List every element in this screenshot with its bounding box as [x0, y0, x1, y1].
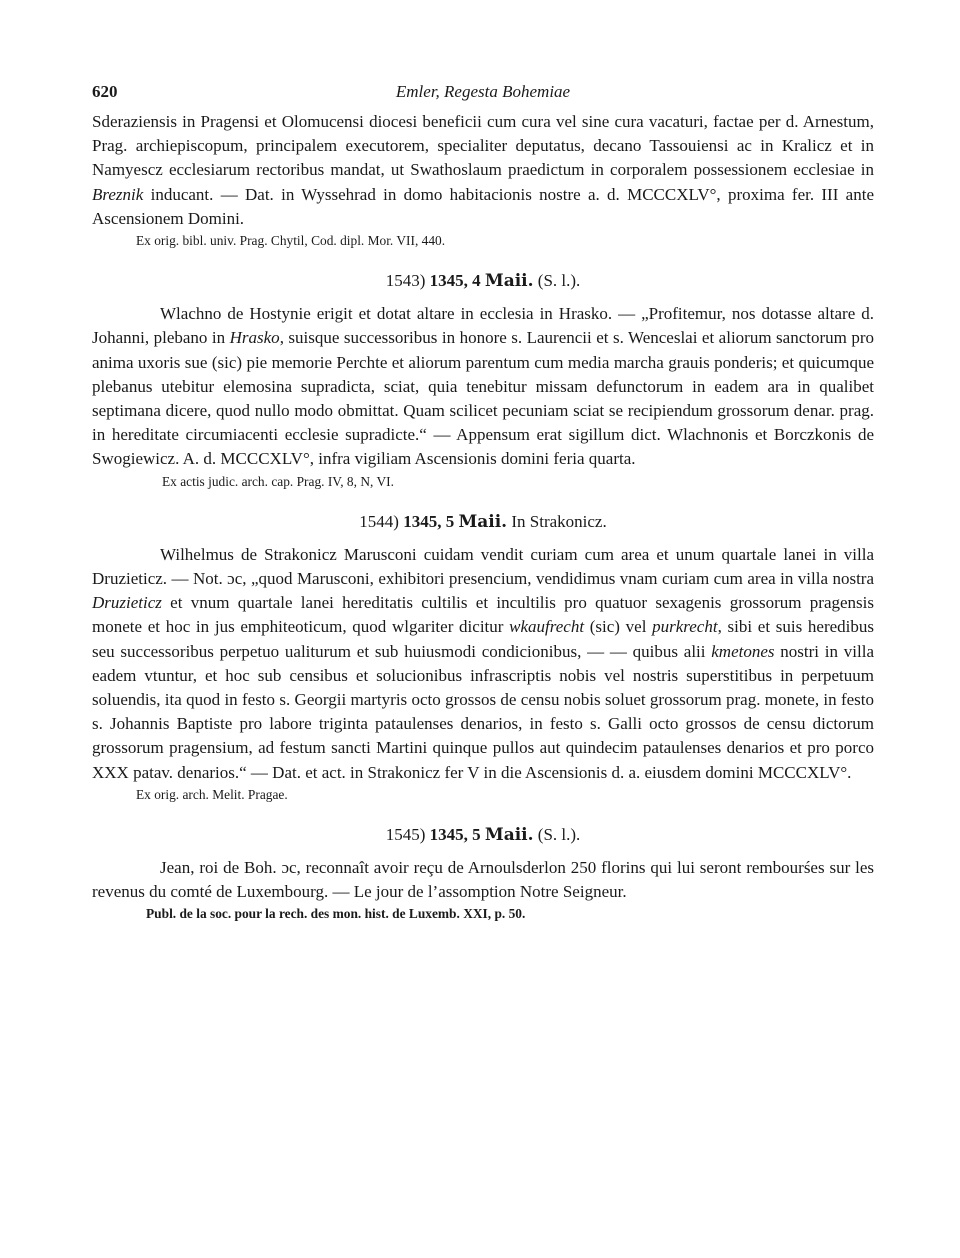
- entry-month: Maii.: [458, 511, 508, 532]
- term-italic: kmetones: [711, 641, 775, 661]
- entry-number: 1544): [359, 511, 399, 531]
- source-citation: Publ. de la soc. pour la rech. des mon. hist. de Luxemb. XXI, p. 50.: [146, 906, 526, 922]
- entry-heading-1543: [92, 269, 874, 293]
- entry-number: 1545): [385, 824, 426, 844]
- source-citation: Ex actis judic. arch. cap. Prag. IV, 8, N, VI.: [162, 473, 394, 489]
- entry-body-1545: Jean, roi de Boh. ɔc, reconnaît avoir reçu de Arnoulsderlon 250 florins qui lui seront rembourśes sur les revenus du comté de Luxembourg. — Le jour de l’assomption Notre Seigneur.: [92, 858, 874, 902]
- entry-date: 1345, 5: [429, 824, 481, 844]
- place-name: Hrasko: [229, 328, 280, 348]
- entry-heading-1544: [92, 510, 874, 534]
- entry-body-1544: Wilhelmus de Strakonicz Marusconi cuidam vendit curiam cum area et unum quartale lanei in villa Druzieticz. — Not. ɔc, „quod Marusconi, exhibitori presencium, vendidimus vnam curiam cum area in villa nostra Druzieticz et vnum quartale lanei hereditatis cultilis et incultilis pro quatuor sexagenis grossorum pragensis monete et hoc in jus emphiteoticum, quod wlgariter dicitur wkaufrecht (sic) vel purkrecht, sibi et suis heredibus seu successoribus perpetuo ualiturum et sub huiusmodi condicionibus, — — quibus alii kmetones nostri in villa eadem vtuntur, et hoc sub censibus et solucionibus infrascriptis nobis vel nostris superstitibus in perpetuum soluendis, ita quod in festo s. Georgii martyris octo grossos de censu nobis soluet grossorum prag. monete, in festo s. Johannis Baptiste pro labore triginta pataulenses denarios, in festo s. Galli octo grossos de censu dictorum grossorum pragensium, ad festum sancti Martini quinque pullos aut quindecim pataulenses denarios et pro porco XXX patav. denarios.“ — Dat. et act. in Strakonicz fer V in die Ascensionis d. a. eiusdem domini MCCCXLV°.: [92, 544, 874, 782]
- source-citation: Ex orig. arch. Melit. Pragae.: [136, 786, 288, 802]
- entry-date: 1345, 5: [403, 511, 455, 531]
- entry-month: Maii.: [484, 824, 534, 845]
- entry-number: 1543): [385, 271, 426, 291]
- continuation-paragraph: Sderaziensis in Pragensi et Olomucensi diocesi beneficii cum cura vel sine cura vacaturi, factae per d. Arnestum, Prag. archiepiscopum, principalem executorem, specialiter deputatus, decano Tassouiensi ac in Kralicz et in Namyescz ecclesiarum rectoribus mandat, ut Swathoslaum praedictum in corporalem possessionem ecclesiae in Breznik inducant. — Dat. in Wyssehrad in domo habitacionis nostre a. d. MCCCXLV°, proxima fer. III ante Ascensionem Domini.: [92, 112, 874, 228]
- term-italic: purkrecht: [652, 617, 718, 637]
- page-header: [92, 76, 874, 104]
- document-page: [92, 76, 874, 924]
- entry-place: In Strakonicz.: [511, 511, 607, 531]
- term-italic: wkaufrecht: [509, 617, 585, 637]
- place-name: Breznik: [92, 184, 144, 204]
- entry-date: 1345, 4: [429, 271, 481, 291]
- source-citation: Ex orig. bibl. univ. Prag. Chytil, Cod. dipl. Mor. VII, 440.: [136, 233, 446, 249]
- entry-place: (S. l.).: [537, 824, 581, 844]
- entry-place: (S. l.).: [537, 271, 581, 291]
- entry-body-1543: Wlachno de Hostynie erigit et dotat altare in ecclesia in Hrasko. — „Profitemur, nos dotasse altare d. Johanni, plebano in Hrasko, suisque successoribus in honore s. Laurencii et s. Wenceslai et aliorum sanctorum pro anima uxoris sue (sic) pie memorie Perchte et aliorum parentum cum media marcha grauis ponderis; et quicumque plebanus utebitur elemosina supradicta, sciat, quia tenebitur missam defunctorum in eadem ara in qualibet septimana dicere, quod nullo modo obmittat. Quam scilicet pecuniam sciat se recipiendum grossorum denar. prag. in hereditate circumiacenti ecclesie supradicte.“ — Appensum erat sigillum dict. Wlachnonis et Borczkonis de Swogiewicz. A. d. MCCCXLV°, infra vigiliam Ascensionis domini feria quarta.: [92, 304, 875, 469]
- entry-month: Maii.: [484, 271, 534, 292]
- place-name: Druzieticz: [92, 593, 162, 613]
- running-title: Emler, Regesta Bohemiae: [395, 82, 571, 101]
- page-number: 620: [92, 82, 118, 101]
- entry-heading-1545: [92, 823, 874, 847]
